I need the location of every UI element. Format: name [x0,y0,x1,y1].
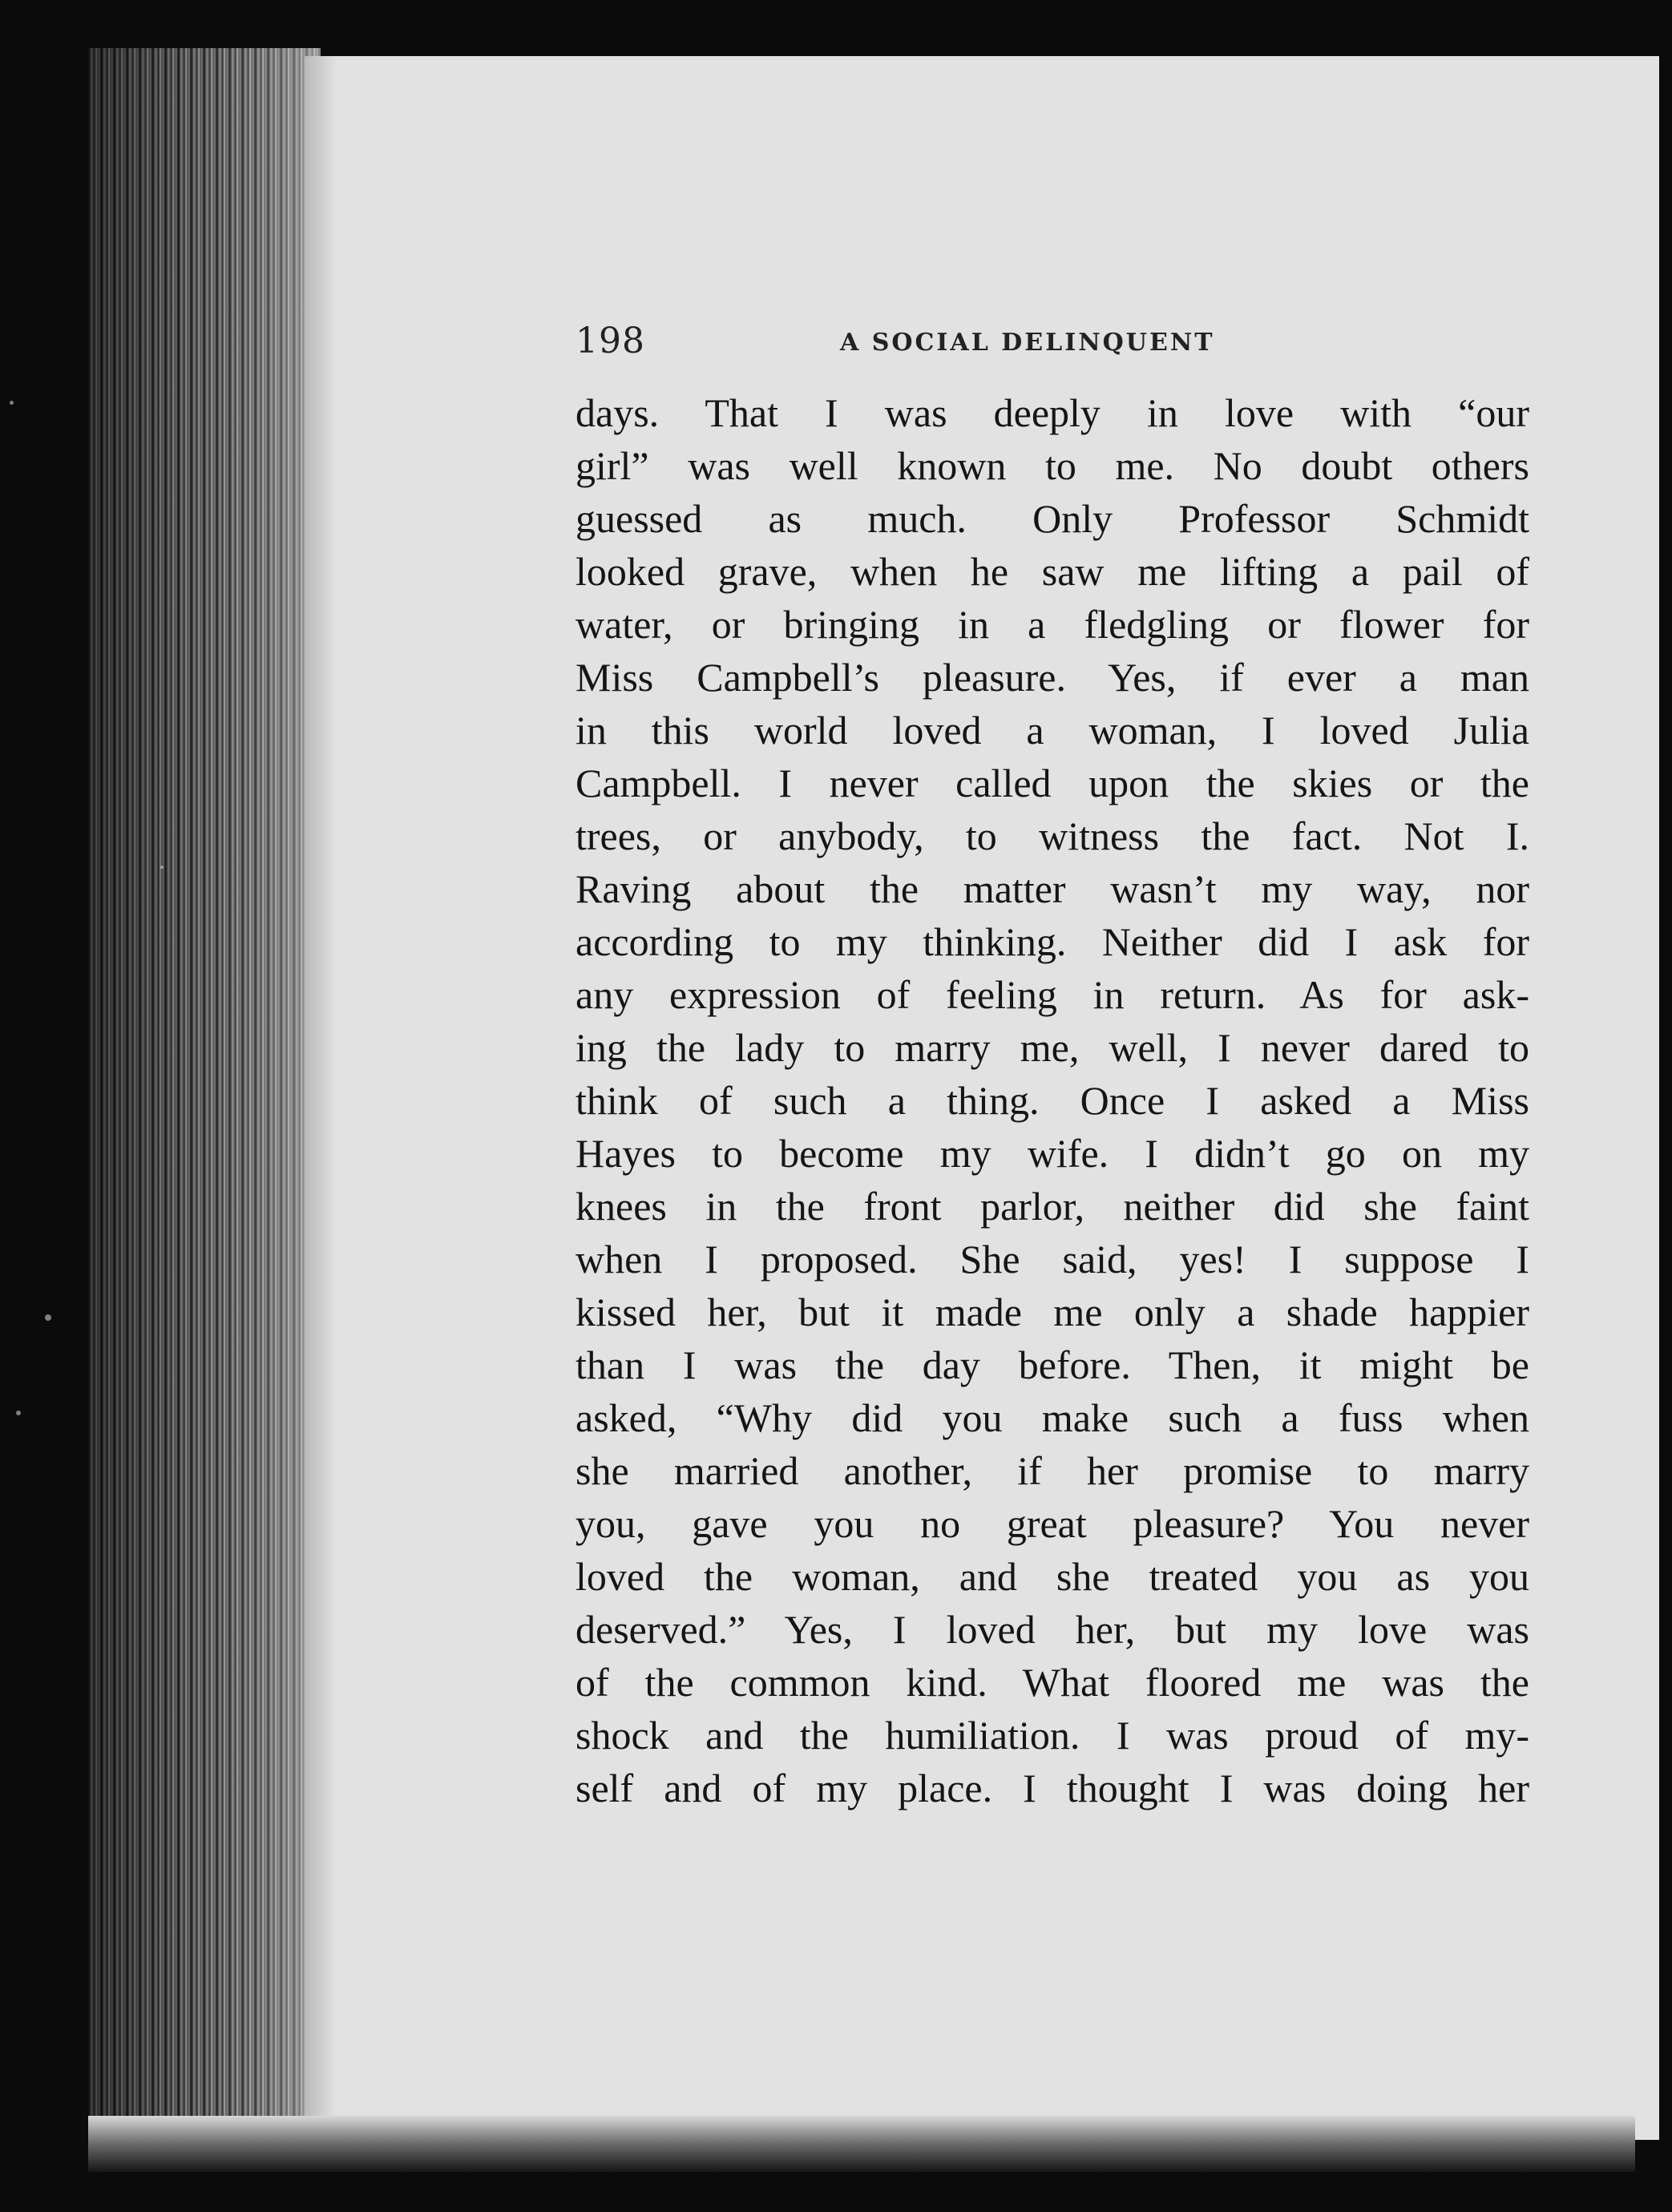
scan-speck [45,1314,51,1321]
text-line: days. That I was deeply in love with “our [576,390,1529,435]
text-line: girl” was well known to me. No doubt others [576,443,1529,488]
text-line: any expression of feeling in return. As for ask- [576,972,1529,1017]
text-line: water, or bringing in a fledgling or flower for [576,602,1529,647]
text-line: asked, “Why did you make such a fuss when [576,1395,1529,1440]
text-line: looked grave, when he saw me lifting a pail of [576,549,1529,594]
text-line: ing the lady to marry me, well, I never dared to [576,1025,1529,1070]
text-line: in this world loved a woman, I loved Julia [576,708,1529,753]
page-edges [88,48,321,2164]
text-line: self and of my place. I thought I was doing her [576,1766,1529,1810]
scan-speck [16,1411,21,1415]
body-text [576,386,1529,1814]
text-line: shock and the humiliation. I was proud of my- [576,1713,1529,1758]
text-line: when I proposed. She said, yes! I suppose I [576,1237,1529,1282]
text-line: Miss Campbell’s pleasure. Yes, if ever a man [576,655,1529,700]
page-bottom-edge [88,2116,1635,2172]
text-line: she married another, if her promise to marry [576,1448,1529,1493]
scan-speck [160,866,164,869]
text-line: think of such a thing. Once I asked a Miss [576,1078,1529,1123]
gutter-shadow [305,56,337,2140]
text-line: knees in the front parlor, neither did she faint [576,1184,1529,1229]
text-line: according to my thinking. Neither did I ask for [576,919,1529,964]
text-line: Raving about the matter wasn’t my way, nor [576,866,1529,911]
text-line: than I was the day before. Then, it might be [576,1342,1529,1387]
running-head: A SOCIAL DELINQUENT [840,329,1215,357]
text-line: of the common kind. What floored me was the [576,1660,1529,1705]
text-line: Hayes to become my wife. I didn’t go on my [576,1131,1529,1176]
text-line: kissed her, but it made me only a shade happier [576,1290,1529,1334]
text-line: trees, or anybody, to witness the fact. Not I. [576,813,1529,858]
text-line: guessed as much. Only Professor Schmidt [576,496,1529,541]
page-header [576,321,1529,369]
text-line: loved the woman, and she treated you as you [576,1554,1529,1599]
scan-speck [10,401,14,405]
text-line: Campbell. I never called upon the skies or the [576,761,1529,805]
page-number: 198 [576,321,645,361]
text-line: you, gave you no great pleasure? You never [576,1501,1529,1546]
text-line: deserved.” Yes, I loved her, but my love was [576,1607,1529,1652]
